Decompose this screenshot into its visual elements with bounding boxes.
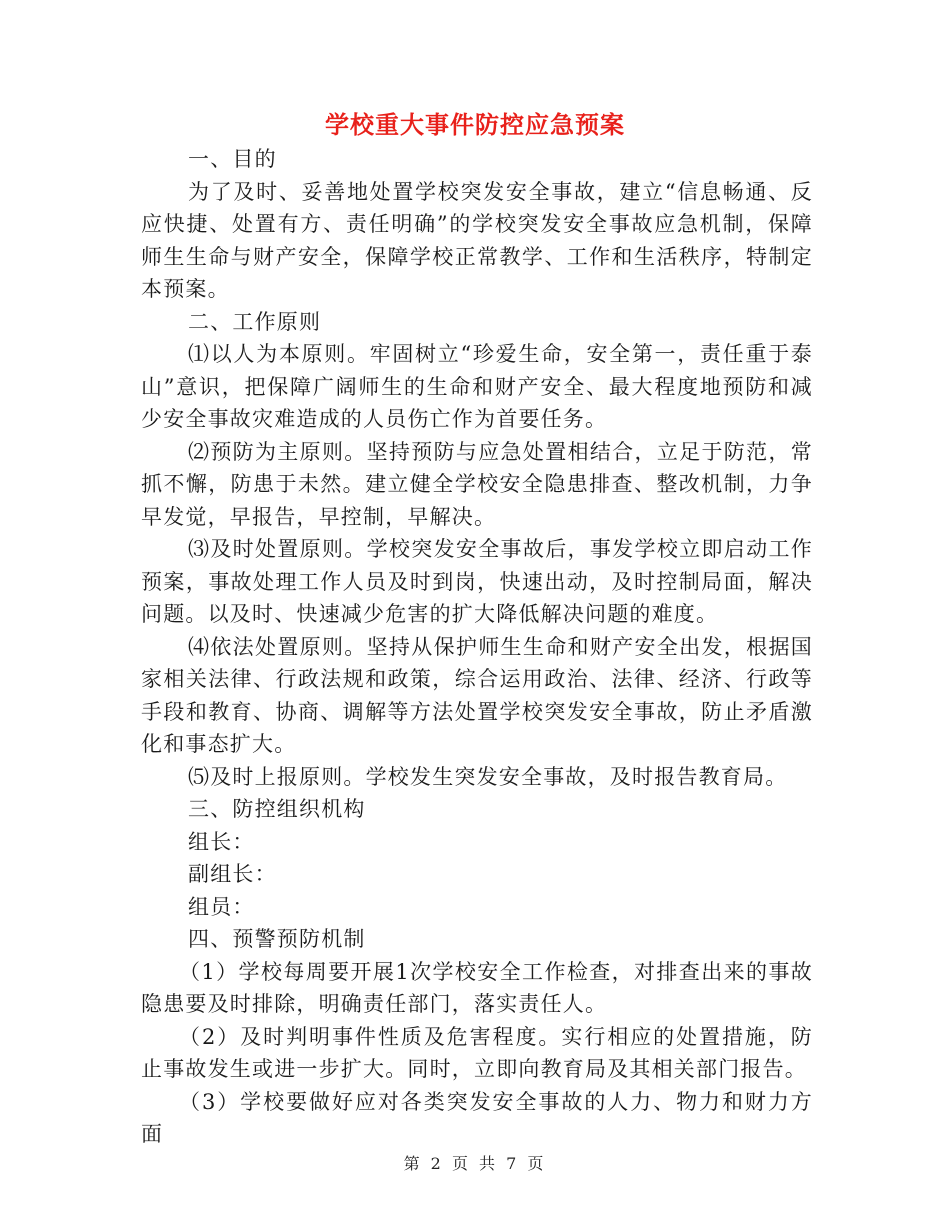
section-heading-warning: 四、预警预防机制	[188, 927, 366, 951]
org-deputy-leader: 副组长：	[188, 862, 277, 886]
paragraph-warning-1: （1）学校每周要开展1次学校安全工作检查，对排查出来的事故隐患要及时排除，明确责任部门，落实责任人。	[141, 959, 813, 1016]
paragraph-principle-4: ⑷依法处置原则。坚持从保护师生生命和财产安全出发，根据国家相关法律、行政法规和政策，综合运用政治、法律、经济、行政等手段和教育、协商、调解等方法处置学校突发安全事故，防止矛盾激化和事态扩大。	[141, 634, 813, 756]
paragraph-purpose: 为了及时、妥善地处置学校突发安全事故，建立“信息畅通、反应快捷、处置有方、责任明确”的学校突发安全事故应急机制，保障师生生命与财产安全，保障学校正常教学、工作和生活秩序，特制定本预案。	[141, 179, 813, 301]
org-members: 组员：	[188, 894, 255, 919]
org-leader: 组长：	[188, 829, 255, 854]
paragraph-warning-3: （3）学校要做好应对各类突发安全事故的人力、物力和财力方面	[141, 1089, 813, 1146]
document-body	[141, 143, 813, 1151]
paragraph-principle-3: ⑶及时处置原则。学校突发安全事故后，事发学校立即启动工作预案，事故处理工作人员及时到岗，快速出动，及时控制局面，解决问题。以及时、快速减少危害的扩大降低解决问题的难度。	[141, 537, 813, 626]
section-heading-principles: 二、工作原则	[188, 309, 322, 334]
document-title: 学校重大事件防控应急预案	[325, 110, 625, 139]
page-number-footer: 第 2 页 共 7 页	[403, 1154, 547, 1173]
paragraph-principle-5: ⑸及时上报原则。学校发生突发安全事故，及时报告教育局。	[188, 764, 788, 789]
section-heading-organization: 三、防控组织机构	[188, 797, 366, 821]
paragraph-principle-1: ⑴以人为本原则。牢固树立“珍爱生命，安全第一，责任重于泰山”意识，把保障广阔师生的生命和财产安全、最大程度地预防和减少安全事故灾难造成的人员伤亡作为首要任务。	[141, 342, 813, 431]
section-heading-purpose: 一、目的	[188, 147, 277, 171]
paragraph-warning-2: （2）及时判明事件性质及危害程度。实行相应的处置措施，防止事故发生或进一步扩大。同时，立即向教育局及其相关部门报告。	[141, 1024, 813, 1081]
paragraph-principle-2: ⑵预防为主原则。坚持预防与应急处置相结合，立足于防范，常抓不懈，防患于未然。建立健全学校安全隐患排查、整改机制，力争早发觉，早报告，早控制，早解决。	[141, 439, 813, 529]
